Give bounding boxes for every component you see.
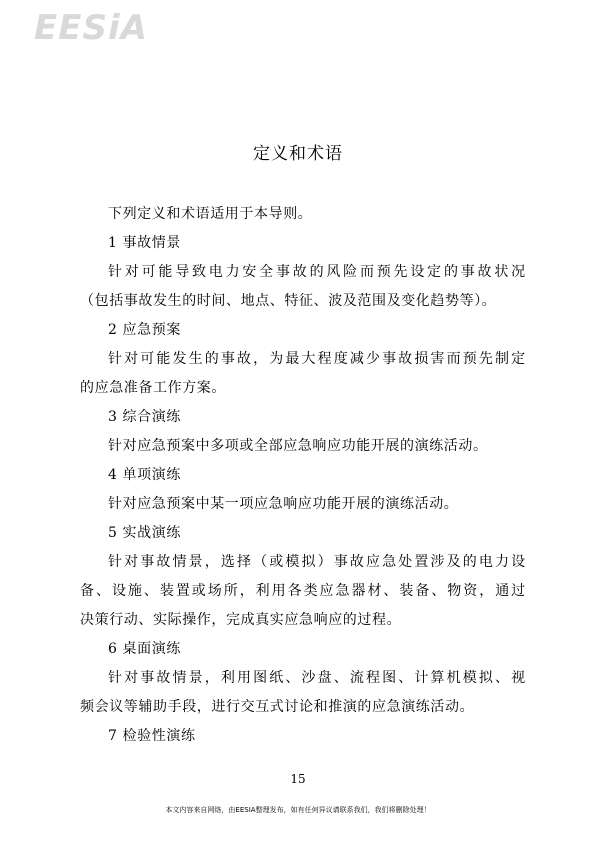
glyph: 最 <box>285 351 300 367</box>
intro-text: 下列定义和术语适用于本导则。 <box>108 206 313 222</box>
document-body <box>80 200 526 751</box>
glyph: 景 <box>188 670 204 686</box>
glyph: 而 <box>446 351 462 367</box>
glyph: 针 <box>108 554 123 570</box>
glyph: 度 <box>333 351 349 367</box>
glyph: 故 <box>349 554 365 570</box>
glyph: 的 <box>204 351 220 367</box>
glyph: 全 <box>259 264 274 280</box>
glyph: 预 <box>376 264 392 280</box>
glyph: 算 <box>430 670 446 686</box>
glyph: 过 <box>511 583 526 599</box>
glyph: 用 <box>271 583 287 599</box>
page-number: 15 <box>290 772 306 786</box>
glyph: 风 <box>326 264 341 280</box>
glyph: 事 <box>382 351 397 367</box>
glyph: 或 <box>269 554 284 570</box>
glyph: 致 <box>191 264 207 280</box>
glyph: 图 <box>253 670 268 686</box>
glyph: 程 <box>317 351 333 367</box>
glyph: 设 <box>511 554 526 570</box>
glyph: 所 <box>223 583 239 599</box>
glyph: 及 <box>446 554 462 570</box>
glyph: 事 <box>275 264 291 280</box>
glyph: 类 <box>303 583 319 599</box>
glyph: 情 <box>172 670 188 686</box>
glyph: 盘 <box>317 670 333 686</box>
glyph: 置 <box>414 554 429 570</box>
glyph: 或 <box>191 583 207 599</box>
glyph: 少 <box>366 351 381 367</box>
eesia-logo: EESiA <box>34 8 148 48</box>
term-heading: 5 实战演练 <box>108 525 181 541</box>
glyph: 模 <box>462 670 478 686</box>
glyph: 施 <box>127 583 143 599</box>
glyph: 备 <box>80 583 95 599</box>
term-definition-line: 针对应急预案中多项或全部应急响应功能开展的演练活动。 <box>108 438 488 454</box>
glyph: 故 <box>398 351 413 367</box>
glyph: 备 <box>415 583 430 599</box>
glyph: 置 <box>175 583 191 599</box>
glyph: 对 <box>124 670 139 686</box>
term-heading: 3 综合演练 <box>108 409 181 425</box>
glyph: 事 <box>333 554 349 570</box>
glyph: 、 <box>143 583 159 599</box>
glyph: 拟 <box>478 670 494 686</box>
term-definition-line <box>80 258 526 287</box>
term-definition-line: 的应急准备工作方案。 <box>80 380 226 396</box>
glyph: 而 <box>359 264 375 280</box>
glyph: 事 <box>140 670 155 686</box>
glyph: 事 <box>220 351 236 367</box>
glyph: 沙 <box>301 670 317 686</box>
glyph: 电 <box>478 554 494 570</box>
glyph: 、 <box>431 583 446 599</box>
glyph: ， <box>253 351 268 367</box>
term-heading: 1 事故情景 <box>108 235 181 251</box>
glyph: 定 <box>511 351 526 367</box>
glyph: 针 <box>108 351 123 367</box>
glyph: 材 <box>367 583 383 599</box>
glyph: 处 <box>398 554 413 570</box>
glyph: 装 <box>399 583 414 599</box>
glyph: ， <box>204 670 220 686</box>
glyph: 程 <box>366 670 381 686</box>
glyph: 导 <box>175 264 190 280</box>
glyph: 设 <box>111 583 127 599</box>
footer-notice: 本文内容来自网络，由EESIA整理发布，如有任何异议请联系我们，我们将删除处理！ <box>165 806 431 814</box>
glyph: 用 <box>237 670 252 686</box>
glyph: 可 <box>141 264 157 280</box>
glyph: 力 <box>225 264 241 280</box>
glyph: 针 <box>108 264 123 280</box>
glyph: 况 <box>511 264 526 280</box>
glyph: 应 <box>319 583 335 599</box>
glyph: 可 <box>140 351 155 367</box>
term-definition-line <box>80 548 526 577</box>
glyph: 急 <box>335 583 351 599</box>
term-heading: 2 应急预案 <box>108 322 181 338</box>
glyph: 定 <box>427 264 442 280</box>
glyph: 害 <box>430 351 446 367</box>
glyph: 故 <box>292 264 308 280</box>
glyph: 模 <box>285 554 300 570</box>
glyph: ， <box>204 554 220 570</box>
glyph: 针 <box>108 670 123 686</box>
term-definition-line: 决策行动、实际操作，完成真实应急响应的过程。 <box>80 612 402 628</box>
term-heading: 7 检验性演练 <box>108 728 196 744</box>
glyph: 情 <box>172 554 188 570</box>
glyph: 、 <box>333 670 349 686</box>
glyph: 应 <box>366 554 381 570</box>
glyph: 大 <box>301 351 317 367</box>
glyph: 计 <box>414 670 429 686</box>
glyph: 选 <box>220 554 236 570</box>
glyph: 对 <box>124 351 139 367</box>
section-title: 定义和术语 <box>253 144 343 164</box>
glyph: 器 <box>351 583 367 599</box>
term-definition-line: 频会议等辅助手段，进行交互式讨论和推演的应急演练活动。 <box>80 699 475 715</box>
glyph: 故 <box>237 351 252 367</box>
glyph: 先 <box>393 264 409 280</box>
glyph: ， <box>239 583 255 599</box>
glyph: 事 <box>460 264 476 280</box>
glyph: 视 <box>511 670 526 686</box>
glyph: 的 <box>309 264 325 280</box>
glyph: 为 <box>269 351 284 367</box>
glyph: 装 <box>159 583 175 599</box>
glyph: 先 <box>478 351 494 367</box>
glyph: 设 <box>410 264 425 280</box>
term-definition-line: 针对应急预案中某一项应急响应功能开展的演练活动。 <box>108 496 459 512</box>
glyph: 急 <box>382 554 397 570</box>
glyph: 减 <box>349 351 365 367</box>
glyph: 涉 <box>430 554 446 570</box>
glyph: 力 <box>495 554 510 570</box>
glyph: 通 <box>495 583 510 599</box>
glyph: ） <box>317 554 333 570</box>
glyph: 、 <box>495 670 510 686</box>
glyph: 流 <box>349 670 365 686</box>
glyph: 故 <box>156 670 171 686</box>
glyph: 生 <box>188 351 204 367</box>
glyph: 故 <box>477 264 493 280</box>
glyph: 能 <box>156 351 171 367</box>
glyph: 场 <box>207 583 223 599</box>
glyph: 纸 <box>269 670 284 686</box>
glyph: 对 <box>124 264 140 280</box>
glyph: 利 <box>220 670 236 686</box>
glyph: 、 <box>398 670 413 686</box>
glyph: 安 <box>242 264 257 280</box>
glyph: ， <box>479 583 494 599</box>
glyph: 的 <box>462 554 478 570</box>
term-definition-line <box>80 345 526 374</box>
glyph: 预 <box>462 351 478 367</box>
term-heading: 6 桌面演练 <box>108 641 181 657</box>
glyph: 的 <box>443 264 459 280</box>
glyph: 资 <box>463 583 478 599</box>
glyph: 机 <box>446 670 462 686</box>
glyph: 电 <box>208 264 224 280</box>
glyph: 发 <box>172 351 188 367</box>
glyph: 、 <box>95 583 111 599</box>
glyph: 景 <box>188 554 204 570</box>
glyph: 制 <box>495 351 510 367</box>
glyph: 损 <box>414 351 429 367</box>
glyph: 图 <box>382 670 397 686</box>
term-heading: 4 单项演练 <box>108 467 181 483</box>
glyph: 状 <box>494 264 509 280</box>
glyph: 、 <box>383 583 399 599</box>
glyph: 、 <box>285 670 300 686</box>
term-definition-line: （包括事故发生的时间、地点、特征、波及范围及变化趋势等）。 <box>80 293 497 309</box>
glyph: 险 <box>343 264 358 280</box>
glyph: （ <box>253 554 268 570</box>
term-definition-line <box>80 664 526 693</box>
term-definition-line <box>80 577 526 606</box>
glyph: 对 <box>124 554 139 570</box>
glyph: 能 <box>158 264 173 280</box>
glyph: 故 <box>156 554 171 570</box>
glyph: 利 <box>255 583 271 599</box>
glyph: 各 <box>287 583 303 599</box>
glyph: 拟 <box>301 554 317 570</box>
glyph: 事 <box>140 554 155 570</box>
glyph: 物 <box>447 583 462 599</box>
glyph: 择 <box>237 554 252 570</box>
